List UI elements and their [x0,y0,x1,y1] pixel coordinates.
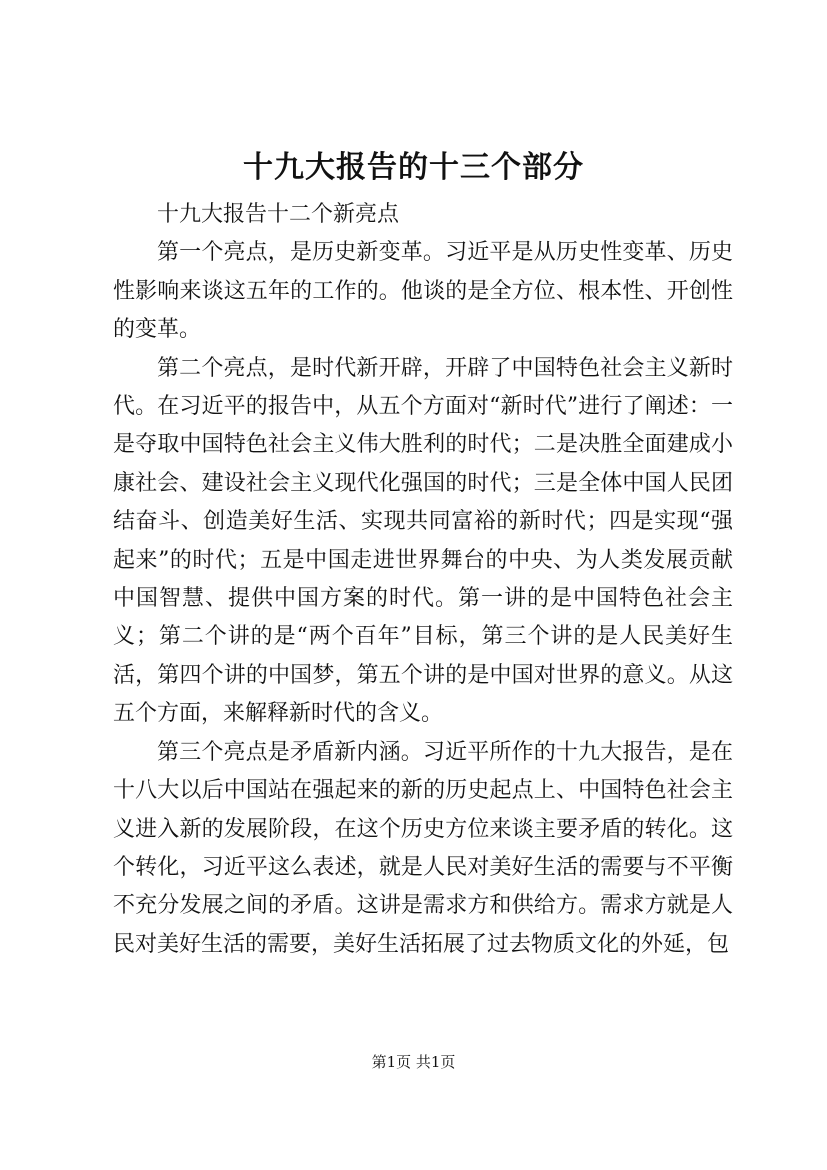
paragraph-second-highlight: 第二个亮点，是时代新开辟，开辟了中国特色社会主义新时代。在习近平的报告中，从五个方面对“新时代”进行了阐述：一是夺取中国特色社会主义伟大胜利的时代；二是决胜全面建成小康社会、建设社会主义现代化强国的时代；三是全体中国人民团结奋斗、创造美好生活、实现共同富裕的新时代；四是实现“强起来”的时代；五是中国走进世界舞台的中央、为人类发展贡献中国智慧、提供中国方案的时代。第一讲的是中国特色社会主义；第二个讲的是“两个百年”目标，第三个讲的是人民美好生活，第四个讲的中国梦，第五个讲的是中国对世界的意义。从这五个方面，来解释新时代的含义。 [113,355,733,727]
document-body [113,196,733,964]
paragraph-third-highlight: 第三个亮点是矛盾新内涵。习近平所作的十九大报告，是在十八大以后中国站在强起来的新的历史起点上、中国特色社会主义进入新的发展阶段，在这个历史方位来谈主要矛盾的转化。这个转化，习近平这么表述，就是人民对美好生活的需要与不平衡不充分发展之间的矛盾。这讲是需求方和供给方。需求方就是人民对美好生活的需要，美好生活拓展了过去物质文化的外延，包 [113,739,733,957]
paragraph-subtitle: 十九大报告十二个新亮点 [157,202,400,227]
page-footer: 第1页 共1页 [371,1053,456,1071]
document-title: 十九大报告的十三个部分 [243,150,584,185]
paragraph-first-highlight: 第一个亮点，是历史新变革。习近平是从历史性变革、历史性影响来谈这五年的工作的。他谈的是全方位、根本性、开创性的变革。 [113,240,733,343]
